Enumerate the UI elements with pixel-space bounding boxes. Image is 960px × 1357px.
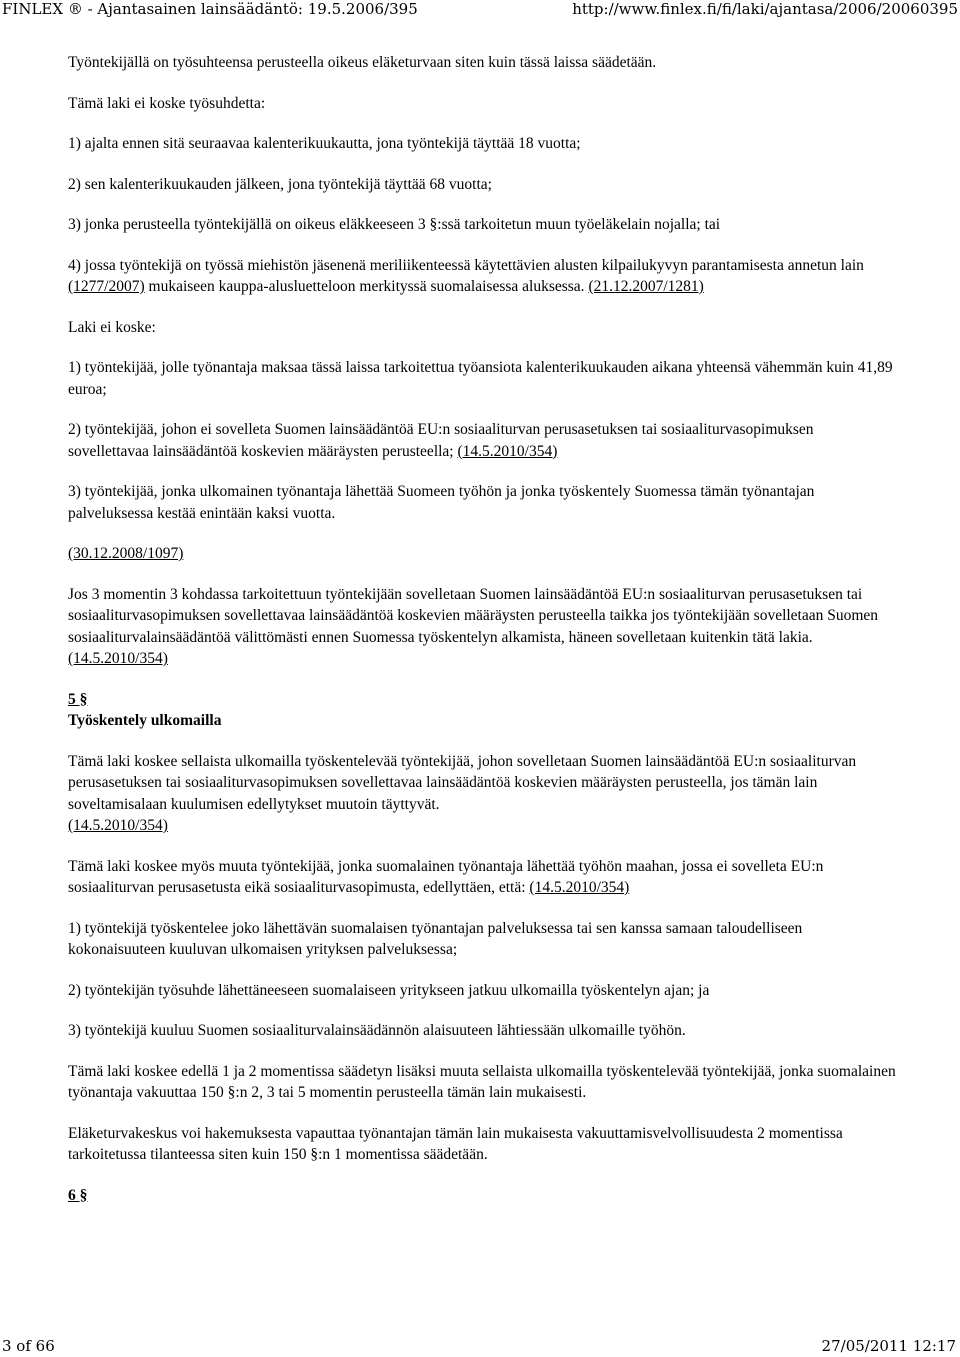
paragraph: Laki ei koske: [68, 318, 156, 336]
page-footer [0, 1337, 960, 1357]
text: Tämä laki koskee myös muuta työntekijää, jonka suomalainen työnantaja lähettää työhön maahan, jossa ei sovelleta EU:n sosiaaliturvan perusasetusta eikä sosiaaliturvasopimusta, edellyttäen, että: [68, 857, 824, 896]
paragraph: Tämä laki ei koske työsuhdetta: [68, 94, 266, 112]
amendment-link[interactable]: (14.5.2010/354) [68, 650, 168, 667]
print-timestamp: 27/05/2011 12:17 [821, 1337, 956, 1355]
header-url: http://www.finlex.fi/fi/laki/ajantasa/2006/20060395 [572, 0, 958, 18]
paragraph: 1) ajalta ennen sitä seuraavaa kalenterikuukautta, jona työntekijä täyttää 18 vuotta; [68, 135, 581, 152]
text: mukaiseen kauppa-alusluetteloon merkityssä suomalaisessa aluksessa. [144, 278, 589, 295]
paragraph: 3) jonka perusteella työntekijällä on oikeus eläkkeeseen 3 §:ssä tarkoitetun muun työeläkelain nojalla; tai [68, 216, 721, 233]
paragraph: Työntekijällä on työsuhteensa perusteella oikeus eläketurvaan siten kuin tässä laissa säädetään. [68, 54, 657, 71]
paragraph: 1) työntekijää, jolle työnantaja maksaa tässä laissa tarkoitettua työansiota kalenterikuukauden aikana yhteensä vähemmän kuin 41,89 euroa; [68, 359, 893, 398]
amendment-link[interactable]: (30.12.2008/1097) [68, 545, 184, 562]
paragraph: 3) työntekijää, jonka ulkomainen työnantaja lähettää Suomeen työhön ja jonka työskentely Suomessa tämän työnantajan palveluksessa kestää enintään kaksi vuotta. [68, 483, 815, 522]
amendment-link[interactable]: (14.5.2010/354) [68, 817, 168, 834]
page-count: 3 of 66 [2, 1337, 55, 1355]
law-reference-link[interactable]: (1277/2007) [68, 278, 145, 295]
paragraph [68, 419, 898, 462]
paragraph: Tämä laki koskee edellä 1 ja 2 momentissa säädetyn lisäksi muuta sellaista ulkomailla työskentelevää työntekijää, jonka suomalainen työnantaja vakuuttaa 150 §:n 2, 3 tai 5 momentin perusteella tämän lain mukaisesti. [68, 1062, 896, 1101]
paragraph [68, 543, 898, 565]
amendment-link[interactable]: (14.5.2010/354) [457, 442, 558, 460]
paragraph [68, 584, 898, 670]
section-number-link[interactable]: 5 § [68, 690, 88, 708]
paragraph [68, 856, 898, 899]
section-title: Työskentely ulkomailla [68, 712, 222, 729]
document-body [68, 52, 898, 1225]
text: 4) jossa työntekijä on työssä miehistön jäsenenä meriliikenteessä käytettävien alusten kilpailukyvyn parantamisesta annetun lain [68, 256, 864, 274]
paragraph: Eläketurvakeskus voi hakemuksesta vapauttaa työnantajan tämän lain mukaisesta vakuuttamisvelvollisuudesta 2 momentissa tarkoitetussa tilanteessa siten kuin 150 §:n 1 momentissa säädetään. [68, 1124, 843, 1163]
paragraph [68, 751, 898, 837]
paragraph: 2) sen kalenterikuukauden jälkeen, jona työntekijä täyttää 68 vuotta; [68, 175, 492, 193]
amendment-link[interactable]: (21.12.2007/1281) [588, 278, 704, 295]
paragraph [68, 255, 898, 298]
paragraph: 1) työntekijä työskentelee joko lähettävän suomalaisen työnantajan palveluksessa tai sen kanssa samaan taloudelliseen kokonaisuuteen kuuluvan ulkomaisen yrityksen palveluksessa; [68, 919, 803, 958]
text: Tämä laki koskee sellaista ulkomailla työskentelevää työntekijää, johon sovelletaan Suomen lainsäädäntöä EU:n sosiaaliturvan perusasetuksen tai sosiaaliturvasopimuksen sovellettavaa lainsäädäntöä koskevien määräysten perusteella, jos tämän lain soveltamisalaan kuulumisen edellytykset muutoin täyttyvät. [68, 752, 857, 813]
amendment-link[interactable]: (14.5.2010/354) [529, 879, 630, 896]
text: 2) työntekijää, johon ei sovelleta Suomen lainsäädäntöä EU:n sosiaaliturvan perusasetuksen tai sosiaaliturvasopimuksen sovellettavaa lainsäädäntöä koskevien määräysten perusteella; [68, 421, 814, 460]
section-heading-5 [68, 689, 898, 732]
page-header [0, 0, 960, 22]
paragraph: 2) työntekijän työsuhde lähettäneeseen suomalaiseen yritykseen jatkuu ulkomailla työskentelyn ajan; ja [68, 981, 710, 999]
header-title: FINLEX ® - Ajantasainen lainsäädäntö: 19.5.2006/395 [2, 0, 418, 18]
paragraph: 3) työntekijä kuuluu Suomen sosiaaliturvalainsäädännön alaisuuteen lähtiessään ulkomaille työhön. [68, 1022, 686, 1039]
section-number-link[interactable]: 6 § [68, 1186, 88, 1204]
text: Jos 3 momentin 3 kohdassa tarkoitettuun työntekijään sovelletaan Suomen lainsäädäntöä EU:n sosiaaliturvan perusasetuksen tai sosiaaliturvasopimuksen sovellettavaa lainsäädäntöä koskevien määräysten perusteella taikka jos työntekijään sovelletaan Suomen sosiaaliturvalainsäädäntöä välittömästi ennen Suomessa työskentelyn alkamista, häneen sovelletaan kuitenkin tätä lakia. [68, 585, 879, 646]
section-heading-6 [68, 1185, 898, 1207]
